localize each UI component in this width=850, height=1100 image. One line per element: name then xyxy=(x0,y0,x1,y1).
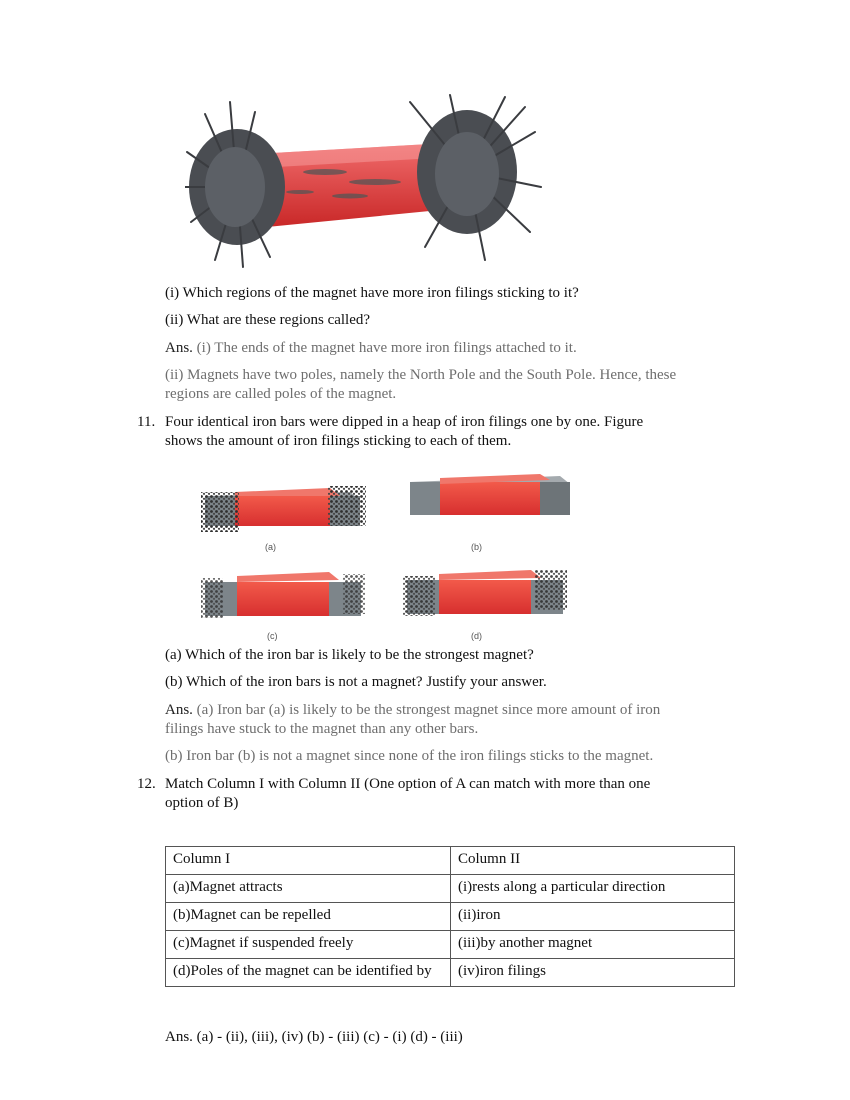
table-cell: (b)Magnet can be repelled xyxy=(166,903,451,931)
figure-label-d: (d) xyxy=(471,631,482,641)
table-cell: (iii)by another magnet xyxy=(451,931,735,959)
table-cell: (a)Magnet attracts xyxy=(166,875,451,903)
q11-text: Four identical iron bars were dipped in a heap of iron filings one by one. Figure xyxy=(165,414,644,430)
table-header-cell: Column I xyxy=(166,847,451,875)
iron-bars-figure xyxy=(195,470,585,645)
q10-answer-ii-line1: (ii) Magnets have two poles, namely the North Pole and the South Pole. Hence, these xyxy=(165,367,677,383)
answer-label: Ans. xyxy=(165,340,193,356)
magnet-with-iron-filings-image xyxy=(185,92,545,270)
q11-part-a: (a) Which of the iron bar is likely to be the strongest magnet? xyxy=(165,647,534,663)
table-cell: (iv)iron filings xyxy=(451,959,735,987)
q10-part-i: (i) Which regions of the magnet have more iron filings sticking to it? xyxy=(165,285,579,301)
q12-text-line1 xyxy=(137,775,765,794)
figure-label-b: (b) xyxy=(471,542,482,552)
q11-text-line1 xyxy=(137,413,765,432)
table-cell: (ii)iron xyxy=(451,903,735,931)
table-row xyxy=(166,931,735,959)
q11-answer-a-line1 xyxy=(165,701,765,720)
q12-answer: Ans. (a) - (ii), (iii), (iv) (b) - (iii) (c) - (i) (d) - (iii) xyxy=(165,1029,463,1045)
table-row xyxy=(166,903,735,931)
table-row xyxy=(166,875,735,903)
q11-answer-b: (b) Iron bar (b) is not a magnet since none of the iron filings sticks to the magnet. xyxy=(165,748,654,764)
q11-part-b: (b) Which of the iron bars is not a magnet? Justify your answer. xyxy=(165,674,547,690)
iron-bar-d xyxy=(403,570,567,616)
iron-bar-a xyxy=(201,486,366,532)
iron-bar-b xyxy=(410,474,570,515)
table-cell: (c)Magnet if suspended freely xyxy=(166,931,451,959)
table-cell: (i)rests along a particular direction xyxy=(451,875,735,903)
q10-part-ii: (ii) What are these regions called? xyxy=(165,312,371,328)
table-header-cell: Column II xyxy=(451,847,735,875)
table-cell: (d)Poles of the magnet can be identified by xyxy=(166,959,451,987)
figure-label-a: (a) xyxy=(265,542,276,552)
iron-bar-c xyxy=(201,572,365,618)
q11-text-line2: shows the amount of iron filings sticking to each of them. xyxy=(165,433,512,449)
table-row xyxy=(166,959,735,987)
q12-text-line2: option of B) xyxy=(165,795,239,811)
table-header-row xyxy=(166,847,735,875)
q11-answer-a-line2: filings have stuck to the magnet than any other bars. xyxy=(165,721,479,737)
q12-number: 12. xyxy=(137,776,156,792)
q10-answer-i xyxy=(165,339,765,358)
answer-label: Ans. xyxy=(165,702,193,718)
match-table xyxy=(165,846,735,987)
figure-label-c: (c) xyxy=(267,631,278,641)
q10-answer-ii-line2: regions are called poles of the magnet. xyxy=(165,386,397,402)
q11-answer-a-text: (a) Iron bar (a) is likely to be the strongest magnet since more amount of iron xyxy=(196,702,661,718)
q10-answer-i-text: (i) The ends of the magnet have more iron filings attached to it. xyxy=(196,340,577,356)
q12-text: Match Column I with Column II (One option of A can match with more than one xyxy=(165,776,651,792)
q11-number: 11. xyxy=(137,414,156,430)
